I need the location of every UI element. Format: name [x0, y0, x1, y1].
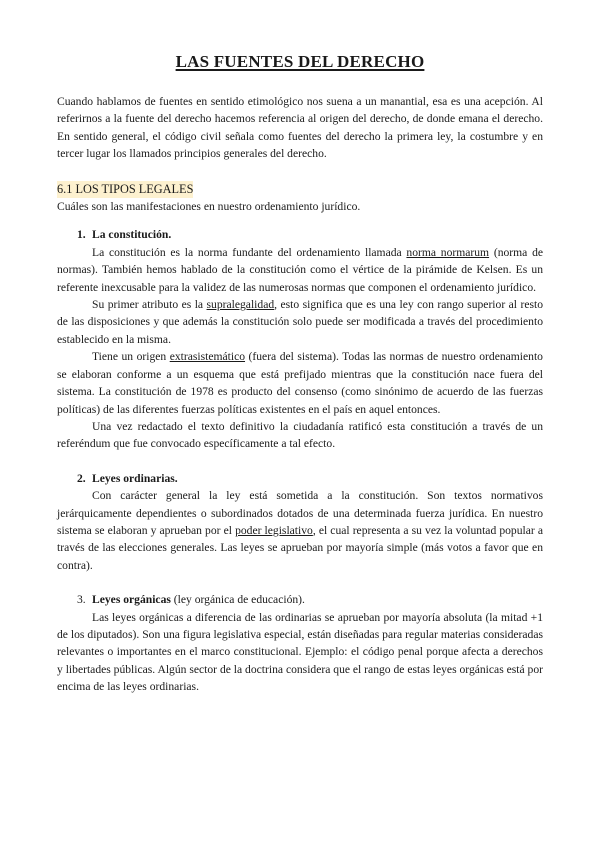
list-item-leyes-organicas [57, 591, 543, 695]
text: La constitución es la norma fundante del ordenamiento llamada [92, 245, 407, 259]
item-heading [57, 470, 543, 487]
paragraph [57, 244, 543, 296]
list-item-leyes-ordinarias [57, 470, 543, 574]
text: , el cual representa a su vez la voluntad popular a través de las elecciones generales. Las leyes se aprueban por mayoría simple (más votos a favor que en contra). [57, 523, 543, 572]
section-title: 6.1 LOS TIPOS LEGALES [57, 181, 194, 196]
text: (norma de normas). También hemos hablado de la constitución como el vértice de la pirámide de Kelsen. Es un referente inexcusable para la validez de las numerosas normas que componen el ordenamiento jurídico. [57, 245, 544, 294]
item-title: Leyes orgánicas [92, 593, 171, 607]
text: , esto significa que es una ley con rango superior al resto de las disposiciones y que además la constitución solo puede ser modificada a través del procedimiento establecido en la misma. [57, 298, 543, 346]
list-item-constitucion [57, 226, 543, 452]
item-heading [57, 591, 543, 608]
underlined-term: supralegalidad [206, 298, 275, 312]
section-subtitle: Cuáles son las manifestaciones en nuestro ordenamiento jurídico. [57, 200, 361, 214]
paragraph: Una vez redactado el texto definitivo la ciudadanía ratificó esta constitución a través de un referéndum que fue convocado específicamente a tal efecto. [57, 419, 543, 451]
item-note: (ley orgánica de educación). [170, 593, 305, 607]
underlined-term: norma normarum [406, 245, 490, 259]
paragraph [57, 296, 543, 348]
item-number: 3. [77, 593, 86, 607]
paragraph: Las leyes orgánicas a diferencia de las ordinarias se aprueban por mayoría absoluta (la mitad +1 de los diputados). Son una figura legislativa especial, están diseñadas para regular materias consideradas relevantes o importantes en el marco constitucional. Ejemplo: el código penal porque afecta a derechos y libertades públicas. Algún sector de la doctrina considera que el rango de estas leyes orgánicas está por encima de las leyes ordinarias. [57, 610, 543, 694]
document-page [57, 50, 543, 696]
item-heading [57, 226, 543, 243]
text: Su primer atributo es la [92, 298, 207, 312]
text: (fuera del sistema). Todas las normas de nuestro ordenamiento se elaboran conforme a un esquema que está prefijado mientras que la constitución nace fuera del sistema. La constitución de 1978 es producto del consenso (como sinónimo de acuerdo de las fuerzas políticas) de las diferentes fuerzas políticas existentes en el país en aquel entonces. [57, 350, 543, 416]
text: Con carácter general la ley está sometida a la constitución. Son textos normativos jerárquicamente dependientes o subordinados dotados de una determinada fuerza jurídica. En nuestro sistema se elaboran y aprueban por el [57, 489, 543, 537]
intro-paragraph: Cuando hablamos de fuentes en sentido etimológico nos suena a un manantial, esa es una acepción. Al referirnos a la fuente del derecho hacemos referencia al origen del derecho, de donde emana el derecho. En sentido general, el código civil señala como fuentes del derecho la primera ley, la costumbre y en tercer lugar los llamados principios generales del derecho. [57, 95, 543, 161]
item-title: Leyes ordinarias. [92, 471, 178, 485]
text: Tiene un origen [92, 350, 170, 364]
underlined-term: poder legislativo [235, 523, 313, 537]
item-number: 2. [77, 471, 86, 485]
item-number: 1. [77, 228, 86, 242]
underlined-term: extrasistemático [169, 350, 246, 364]
section-tipos-legales [57, 181, 543, 216]
paragraph [57, 348, 543, 418]
paragraph [57, 487, 543, 574]
item-title: La constitución. [92, 228, 172, 242]
document-title: LAS FUENTES DEL DERECHO [175, 52, 425, 71]
